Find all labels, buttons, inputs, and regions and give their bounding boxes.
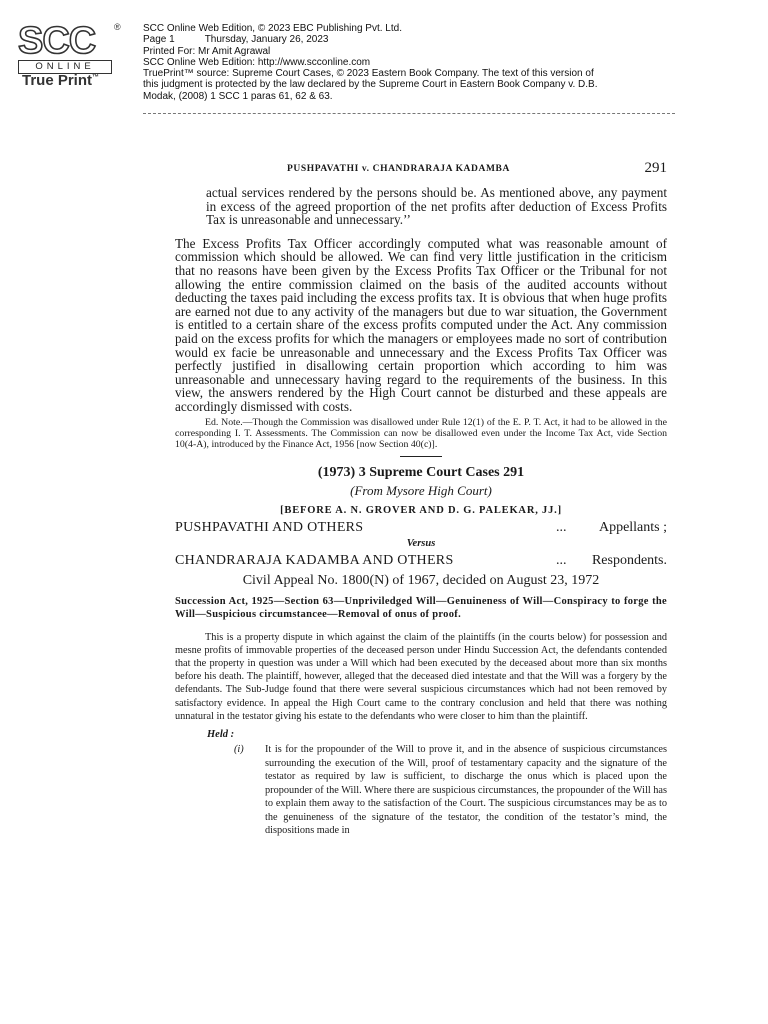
header-date: Thursday, January 26, 2023 [204, 34, 329, 46]
appellants-dots: ... [556, 519, 567, 535]
held-point [234, 743, 667, 838]
case-citation: (1973) 3 Supreme Court Cases 291 [317, 464, 525, 480]
appellants-name: PUSHPAVATHI AND OTHERS [175, 519, 364, 535]
header-printed-for: Printed For: Mr Amit Agrawal [143, 45, 271, 57]
header-edition: SCC Online Web Edition, © 2023 EBC Publishing Pvt. Ltd. [143, 23, 402, 34]
respondents-dots: ... [556, 552, 567, 568]
judgment-paragraph: The Excess Profits Tax Officer accordingly computed what was reasonable amount of commission which should be allowed. We can find very little justification in the criticism that no reasons have been given by the Excess Profits Tax Officer or the Tribunal for not allowing the entire commission claimed on the basis of the audited accounts without deducting the taxes paid including the excess profits tax. It is obvious that when huge profits are earned not due to any activity of the managers but due to war situation, the Government is entitled to a certain share of the excess profits computed under the Act. Any commission paid on the excess profits for which the managers or employees made no sort of contribution would ex facie be unreasonable and unnecessary and the Excess Profits Tax Officer was perfectly justified in disallowing certain proportion which according to him was unreasonable and unnecessary having regard to the requirements of the business. In this view, the answers rendered by the High Court cannot be disturbed and these appeals are accordingly dismissed with costs. [175, 235, 667, 414]
logo-scc-text: SCC [18, 20, 96, 62]
held-point-text: It is for the propounder of the Will to prove it, and in the absence of suspicious circumstances surrounding the execution of the Will, proof of testamentary capacity and the signature of the testator as required by law is sufficient, to discharge the onus which is placed upon the propounder of the Will. Where there are suspicious circumstances, the propounder of the Will has to explain them away to the satisfaction of the Court. The suspicious circumstances may be as to the genuineness of the signature of the testator, the condition of the testator’s mind, the dispositions made in [265, 743, 667, 837]
bench: [BEFORE A. N. GROVER AND D. G. PALEKAR, JJ.] [280, 504, 562, 516]
from-court: (From Mysore High Court) [350, 482, 492, 498]
held-label: Held : [207, 728, 235, 740]
headnote: Succession Act, 1925—Section 63—Unpriviledged Will—Genuineness of Will—Conspiracy to forge the Will—Suspicious circumstancee—Removal of onus of proof. [175, 595, 667, 620]
page-number: 291 [644, 160, 667, 176]
facts-paragraph: This is a property dispute in which against the claim of the plaintiffs (in the courts below) for possession and mesne profits of immovable properties of the deceased person under Hindu Succession Act, the defendants contended that the property in question was under a Will which had been executed by the deceased about more than six months before his death. The plaintiff, however, alleged that the deceased died intestate and that the Will was a forgery by the defendants. The Sub-Judge found that there were several suspicious circumstances which had not been removed by satisfactory evidence. In appeal the High Court came to the contrary conclusion and held that there was nothing unnatural in the testator giving his estate to the defendants who were closer to him than the plaintiff. [175, 631, 667, 722]
logo-online-text: ONLINE [18, 60, 112, 74]
scc-online-logo [14, 20, 121, 89]
block-quote: actual services rendered by the persons should be. As mentioned above, any payment in excess of the agreed proportion of the net profits after deduction of Excess Profits Tax is unreasonable and unnecessary.’’ [206, 185, 667, 228]
logo-true-print: True Print™ [22, 72, 100, 89]
editor-note: Ed. Note.—Though the Commission was disallowed under Rule 12(1) of the E. P. T. Act, it had to be allowed in the corresponding I. T. Assessments. The Commission can now be disallowed even under the Income Tax Act, vide Section 10(4-A), introduced by the Finance Act, 1956 [now Section 40(c)]. [175, 416, 667, 450]
versus: Versus [406, 537, 436, 549]
header-web-edition: SCC Online Web Edition: http://www.scconline.com [143, 56, 371, 68]
respondents-name: CHANDRARAJA KADAMBA AND OTHERS [175, 552, 454, 568]
held-point-number: (i) [234, 743, 244, 755]
appellants-line [175, 520, 667, 538]
logo-registered-mark: ® [114, 22, 121, 32]
header-source-line: TruePrint™ source: Supreme Court Cases, © 2023 Eastern Book Company. The text of this version of [143, 68, 594, 80]
appellants-role: Appellants ; [598, 519, 667, 535]
print-header [143, 23, 703, 102]
header-separator [143, 113, 675, 114]
scanned-page [175, 160, 667, 838]
header-source-line: Modak, (2008) 1 SCC 1 paras 61, 62 & 63. [143, 90, 333, 102]
header-source-line: this judgment is protected by the law declared by the Supreme Court in Eastern Book Company v. D.B. [143, 79, 598, 91]
running-head [175, 160, 667, 180]
civil-appeal: Civil Appeal No. 1800(N) of 1967, decided on August 23, 1972 [242, 572, 600, 588]
running-title: PUSHPAVATHI v. CHANDRARAJA KADAMBA [287, 164, 510, 174]
section-rule [400, 456, 442, 457]
header-dateline [143, 34, 703, 45]
respondents-line [175, 553, 667, 571]
header-page: Page 1 [143, 34, 175, 46]
respondents-role: Respondents. [591, 552, 667, 568]
